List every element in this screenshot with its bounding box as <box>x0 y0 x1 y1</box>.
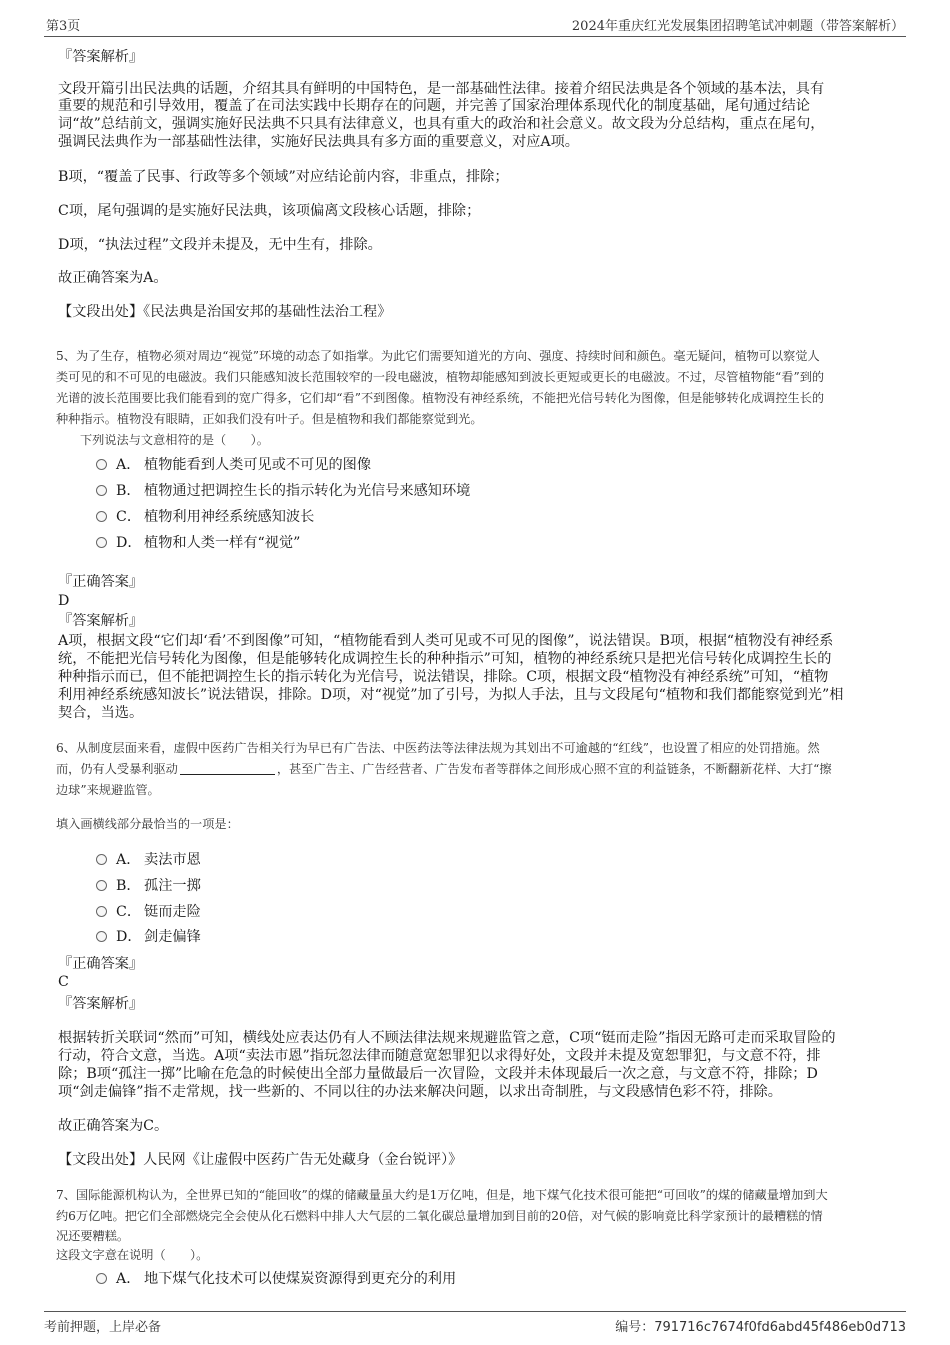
q5-answer-label: 『正确答案』 <box>58 574 144 590</box>
q6-analysis-line: 行动，符合文意，当选。A项“卖法市恩”指玩忽法律而随意宽恕罪犯以求得好处，文段并未提及宽恕罪犯，与文意不符，排 <box>58 1048 821 1064</box>
q6-question: 填入画横线部分最恰当的一项是： <box>56 817 239 831</box>
q5-analysis-line: 统，不能把光信号转化为图像，但是能够转化成调控生长的种种指示”可知，植物的神经系统只是把光信号转化成调控生长的 <box>58 651 832 667</box>
q6-stem-line: 而，仍有人受暴利驱动 ，甚至广告主、广告经营者、广告发布者等群体之间形成心照不宣的利益链条，不断翻新花样、大打“擦 <box>56 762 832 776</box>
q7-stem-line: 7、国际能源机构认为，全世界已知的“能回收”的煤的储藏量虽大约是1万亿吨，但是，地下煤气化技术很可能把“可回收”的煤的储藏量增加到大 <box>56 1188 828 1202</box>
q5-stem-line: 类可见的和不可见的电磁波。我们只能感知波长范围较窄的一段电磁波，植物却能感知到波长更短或更长的电磁波。不过，尽管植物能“看”到的 <box>56 370 825 384</box>
q6-option-a[interactable]: A． 卖法市恩 <box>96 851 201 869</box>
q4-analysis-label: 『答案解析』 <box>58 49 144 65</box>
q4-analysis-line: 重要的规范和引导效用，覆盖了在司法实践中长期存在的问题，并完善了国家治理体系现代化的制度基础，尾句通过结论 <box>58 98 810 114</box>
q6-option-d[interactable]: D． 剑走偏锋 <box>96 928 201 946</box>
radio-icon[interactable] <box>96 906 107 917</box>
q6-analysis-line: 项“剑走偏锋”指不走常规，找一些新的、不同以往的办法来解决问题，以求出奇制胜，与文段感情色彩不符，排除。 <box>58 1084 782 1100</box>
radio-icon[interactable] <box>96 931 107 942</box>
footer-slogan: 考前押题，上岸必备 <box>44 1320 162 1335</box>
q6-source: 【文段出处】人民网《让虚假中医药广告无处藏身（金台锐评）》 <box>58 1152 463 1168</box>
q6-answer: C <box>58 974 69 990</box>
fill-blank <box>180 762 275 775</box>
q6-analysis-label: 『答案解析』 <box>58 996 144 1012</box>
radio-icon[interactable] <box>96 485 107 496</box>
q4-option-b-analysis: B项，“覆盖了民事、行政等多个领域”对应结论前内容，非重点，排除； <box>58 169 509 185</box>
q4-analysis-line: 词“故”总结前文，强调实施好民法典不只具有法律意义，也具有重大的政治和社会意义。故文段为分总结构，重点在尾句， <box>58 116 825 132</box>
q7-option-a[interactable]: A． 地下煤气化技术可以使煤炭资源得到更充分的利用 <box>96 1270 456 1288</box>
q5-stem-line: 种种指示。植物没有眼睛，正如我们没有叶子。但是植物和我们都能察觉到光。 <box>56 412 483 426</box>
q4-source: 【文段出处】《民法典是治国安邦的基础性法治工程》 <box>58 304 392 320</box>
page-footer <box>44 1311 906 1334</box>
q5-option-c[interactable]: C． 植物利用神经系统感知波长 <box>96 508 314 526</box>
q6-option-b[interactable]: B． 孤注一掷 <box>96 877 201 895</box>
q4-option-c-analysis: C项，尾句强调的是实施好民法典，该项偏离文段核心话题，排除； <box>58 203 481 219</box>
radio-icon[interactable] <box>96 880 107 891</box>
q7-stem-line: 况还要糟糕。 <box>56 1229 130 1243</box>
q6-stem-line: 边球”来规避监管。 <box>56 783 160 797</box>
q5-question: 下列说法与文意相符的是（ ）。 <box>80 433 269 447</box>
q5-stem-line: 光谱的波长范围要比我们能看到的宽广得多，它们却“看”不到图像。植物没有神经系统，不能把光信号转化为图像，但是能够转化成调控生长的 <box>56 391 825 405</box>
radio-icon[interactable] <box>96 511 107 522</box>
radio-icon[interactable] <box>96 537 107 548</box>
q5-answer: D <box>58 593 70 609</box>
q4-option-d-analysis: D项，“执法过程”文段并未提及，无中生有，排除。 <box>58 237 382 253</box>
document-title: 2024年重庆红光发展集团招聘笔试冲刺题（带答案解析） <box>571 19 904 34</box>
q7-stem-line: 约6万亿吨。把它们全部燃烧完全会使从化石燃料中排人大气层的二氧化碳总量增加到目前的20倍，对气候的影响竟比科学家预计的最糟糕的情 <box>56 1209 823 1223</box>
q5-option-b[interactable]: B． 植物通过把调控生长的指示转化为光信号来感知环境 <box>96 482 470 500</box>
q6-analysis-line: 根据转折关联词“然而”可知，横线处应表达仍有人不顾法律法规来规避监管之意，C项“铤而走险”指因无路可走而采取冒险的 <box>58 1030 836 1046</box>
q6-option-c[interactable]: C． 铤而走险 <box>96 903 201 921</box>
radio-icon[interactable] <box>96 1273 107 1284</box>
q4-analysis-line: 文段开篇引出民法典的话题，介绍其具有鲜明的中国特色，是一部基础性法律。接着介绍民法典是各个领域的基本法，具有 <box>58 81 825 97</box>
q4-conclusion: 故正确答案为A。 <box>58 270 168 286</box>
q5-option-d[interactable]: D． 植物和人类一样有“视觉” <box>96 534 300 552</box>
q4-analysis-line: 强调民法典作为一部基础性法律，实施好民法典具有多方面的重要意义，对应A项。 <box>58 134 579 150</box>
q6-stem-line: 6、从制度层面来看，虚假中医药广告相关行为早已有广告法、中医药法等法律法规为其划出不可逾越的“红线”，也设置了相应的处罚措施。然 <box>56 741 820 755</box>
q5-stem-line: 5、为了生存，植物必须对周边“视觉”环境的动态了如指掌。为此它们需要知道光的方向、强度、持续时间和颜色。毫无疑问，植物可以察觉人 <box>56 349 820 363</box>
q5-analysis-line: A项，根据文段“它们却‘看’不到图像”可知，“植物能看到人类可见或不可见的图像”，说法错误。B项，根据“植物没有神经系 <box>58 633 834 649</box>
q5-analysis-line: 种种指示而已，但不能把调控生长的指示转化为光信号，说法错误，排除。C项，根据文段“植物没有神经系统”可知，“植物 <box>58 669 829 685</box>
q5-analysis-line: 利用神经系统感知波长”说法错误，排除。D项，对“视觉”加了引号，为拟人手法，且与文段尾句“植物和我们都能察觉到光”相 <box>58 687 844 703</box>
radio-icon[interactable] <box>96 854 107 865</box>
page-header <box>44 12 906 37</box>
q5-analysis-line: 契合，当选。 <box>58 705 144 721</box>
page-number: 第3页 <box>46 19 81 34</box>
q5-analysis-label: 『答案解析』 <box>58 613 144 629</box>
radio-icon[interactable] <box>96 459 107 470</box>
q6-analysis-line: 除；B项“孤注一掷”比喻在危急的时候使出全部力量做最后一次冒险，文段并未体现最后一次之意，与文意不符，排除；D <box>58 1066 818 1082</box>
q5-option-a[interactable]: A． 植物能看到人类可见或不可见的图像 <box>96 456 371 474</box>
q7-question: 这段文字意在说明（ ）。 <box>56 1248 209 1262</box>
document-code: 编号：791716c7674f0fd6abd45f486eb0d713 <box>615 1320 906 1335</box>
q6-answer-label: 『正确答案』 <box>58 956 144 972</box>
q6-conclusion: 故正确答案为C。 <box>58 1118 169 1134</box>
